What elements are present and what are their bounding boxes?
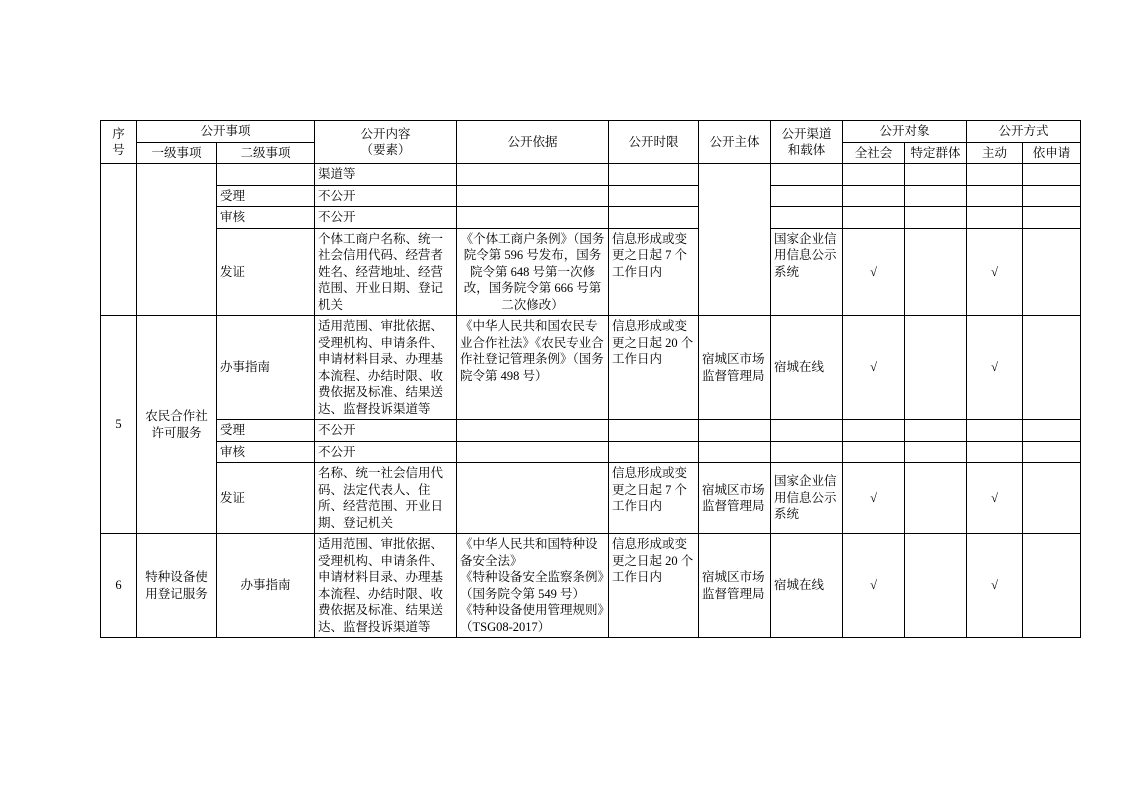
table-row: [101, 441, 1081, 463]
header-channel: [771, 121, 843, 164]
cell-on-request: [1023, 441, 1081, 463]
cell-active: [967, 185, 1023, 207]
cell-active: [967, 164, 1023, 186]
header-level1: 一级事项: [137, 142, 217, 164]
cell-basis: [457, 420, 609, 442]
header-seq-line1: 序: [112, 126, 125, 141]
cell-content: 不公开: [315, 420, 457, 442]
cell-timelimit: [609, 420, 699, 442]
cell-seq: 5: [101, 316, 137, 534]
cell-subject: [699, 441, 771, 463]
cell-basis: [457, 207, 609, 229]
table-row: [101, 228, 1081, 316]
cell-on-request: [1023, 164, 1081, 186]
cell-all-society: [843, 420, 905, 442]
cell-channel: [771, 420, 843, 442]
cell-channel: [771, 441, 843, 463]
cell-specific-group: [905, 228, 967, 316]
cell-channel: [771, 164, 843, 186]
cell-level1-prev: [137, 164, 217, 316]
header-content-line2: （要素）: [360, 143, 411, 157]
cell-active: [967, 420, 1023, 442]
cell-basis: 《中华人民共和国农民专业合作社法》《农民专业合作社登记管理条例》（国务院令第 498 号）: [457, 316, 609, 420]
cell-all-society: [843, 441, 905, 463]
cell-specific-group: [905, 207, 967, 229]
cell-level2: 办事指南: [217, 534, 315, 638]
cell-level2: 办事指南: [217, 316, 315, 420]
header-specific-group: 特定群体: [905, 142, 967, 164]
header-seq-line2: 号: [112, 143, 125, 157]
cell-active: [967, 441, 1023, 463]
cell-content: 适用范围、审批依据、受理机构、申请条件、申请材料目录、办理基本流程、办结时限、收费依据及标准、结果送达、监督投诉渠道等: [315, 534, 457, 638]
cell-timelimit: [609, 207, 699, 229]
cell-on-request: [1023, 316, 1081, 420]
cell-channel: 国家企业信用信息公示系统: [771, 463, 843, 534]
table-row: [101, 185, 1081, 207]
cell-channel: 宿城在线: [771, 534, 843, 638]
cell-basis: [457, 534, 609, 638]
cell-timelimit: 信息形成或变更之日起 7 个工作日内: [609, 463, 699, 534]
cell-level1: 农民合作社许可服务: [137, 316, 217, 534]
cell-timelimit: [609, 185, 699, 207]
cell-content: 个体工商户名称、统一社会信用代码、经营者姓名、经营地址、经营范围、开业日期、登记机关: [315, 228, 457, 316]
cell-all-society: √: [843, 228, 905, 316]
cell-level2: 审核: [217, 441, 315, 463]
cell-timelimit: 信息形成或变更之日起 7 个工作日内: [609, 228, 699, 316]
cell-content: 不公开: [315, 185, 457, 207]
header-group-object: 公开对象: [843, 121, 967, 143]
cell-specific-group: [905, 420, 967, 442]
cell-seq-prev: [101, 164, 137, 316]
cell-level2: 发证: [217, 463, 315, 534]
header-subject: 公开主体: [699, 121, 771, 164]
header-group-method: 公开方式: [967, 121, 1081, 143]
basis-line-1: 《中华人民共和国特种设备安全法》: [460, 537, 598, 568]
cell-subject: 宿城区市场监督管理局: [699, 463, 771, 534]
header-channel-line2: 和载体: [787, 143, 826, 157]
cell-all-society: [843, 207, 905, 229]
cell-channel: 国家企业信用信息公示系统: [771, 228, 843, 316]
cell-basis: [457, 164, 609, 186]
cell-active: √: [967, 534, 1023, 638]
cell-basis: 《个体工商户条例》（国务院令第 596 号发布，国务院令第 648 号第一次修改，国务院令第 666 号第二次修改）: [457, 228, 609, 316]
cell-seq: 6: [101, 534, 137, 638]
cell-subject: [699, 164, 771, 316]
table-row: [101, 164, 1081, 186]
cell-level2: 受理: [217, 185, 315, 207]
table-row: [101, 463, 1081, 534]
cell-level1: 特种设备使用登记服务: [137, 534, 217, 638]
table-row: [101, 534, 1081, 638]
cell-content: 渠道等: [315, 164, 457, 186]
cell-all-society: √: [843, 534, 905, 638]
cell-content: 不公开: [315, 207, 457, 229]
cell-timelimit: [609, 164, 699, 186]
cell-specific-group: [905, 441, 967, 463]
header-content-line1: 公开内容: [360, 126, 411, 141]
cell-specific-group: [905, 185, 967, 207]
basis-line-2: 《特种设备安全监察条例》（国务院令第 549 号）: [460, 570, 604, 601]
header-timelimit: 公开时限: [609, 121, 699, 164]
cell-subject: 宿城区市场监督管理局: [699, 316, 771, 420]
cell-level2: 审核: [217, 207, 315, 229]
cell-basis: [457, 463, 609, 534]
cell-basis: [457, 185, 609, 207]
cell-on-request: [1023, 185, 1081, 207]
header-all-society: 全社会: [843, 142, 905, 164]
cell-level2: 发证: [217, 228, 315, 316]
header-channel-line1: 公开渠道: [781, 126, 832, 141]
disclosure-table: [100, 120, 1081, 638]
cell-subject: 宿城区市场监督管理局: [699, 534, 771, 638]
header-basis: 公开依据: [457, 121, 609, 164]
header-content: [315, 121, 457, 164]
cell-on-request: [1023, 534, 1081, 638]
cell-active: [967, 207, 1023, 229]
table-header-row-1: [101, 121, 1081, 143]
disclosure-table-wrapper: [100, 120, 1071, 638]
cell-all-society: [843, 185, 905, 207]
cell-timelimit: [609, 441, 699, 463]
cell-specific-group: [905, 164, 967, 186]
cell-active: √: [967, 228, 1023, 316]
cell-active: √: [967, 316, 1023, 420]
cell-on-request: [1023, 420, 1081, 442]
cell-timelimit: 信息形成或变更之日起 20 个工作日内: [609, 316, 699, 420]
cell-on-request: [1023, 228, 1081, 316]
cell-channel: [771, 207, 843, 229]
header-level2: 二级事项: [217, 142, 315, 164]
cell-subject: [699, 420, 771, 442]
cell-basis: [457, 441, 609, 463]
header-active: 主动: [967, 142, 1023, 164]
table-row: [101, 207, 1081, 229]
cell-all-society: [843, 164, 905, 186]
cell-on-request: [1023, 207, 1081, 229]
cell-on-request: [1023, 463, 1081, 534]
cell-level2: 受理: [217, 420, 315, 442]
cell-specific-group: [905, 463, 967, 534]
header-group-matters: 公开事项: [137, 121, 315, 143]
table-row: [101, 316, 1081, 420]
basis-line-3: 《特种设备使用管理规则》（TSG08-2017）: [460, 603, 604, 634]
cell-all-society: √: [843, 463, 905, 534]
cell-specific-group: [905, 534, 967, 638]
cell-content: 不公开: [315, 441, 457, 463]
cell-content: 名称、统一社会信用代码、法定代表人、住所、经营范围、开业日期、登记机关: [315, 463, 457, 534]
cell-active: √: [967, 463, 1023, 534]
cell-specific-group: [905, 316, 967, 420]
cell-timelimit: 信息形成或变更之日起 20 个工作日内: [609, 534, 699, 638]
cell-all-society: √: [843, 316, 905, 420]
cell-channel: [771, 185, 843, 207]
table-row: [101, 420, 1081, 442]
cell-level2: [217, 164, 315, 186]
cell-content: 适用范围、审批依据、受理机构、申请条件、申请材料目录、办理基本流程、办结时限、收费依据及标准、结果送达、监督投诉渠道等: [315, 316, 457, 420]
header-seq: [101, 121, 137, 164]
header-on-request: 依申请: [1023, 142, 1081, 164]
cell-channel: 宿城在线: [771, 316, 843, 420]
